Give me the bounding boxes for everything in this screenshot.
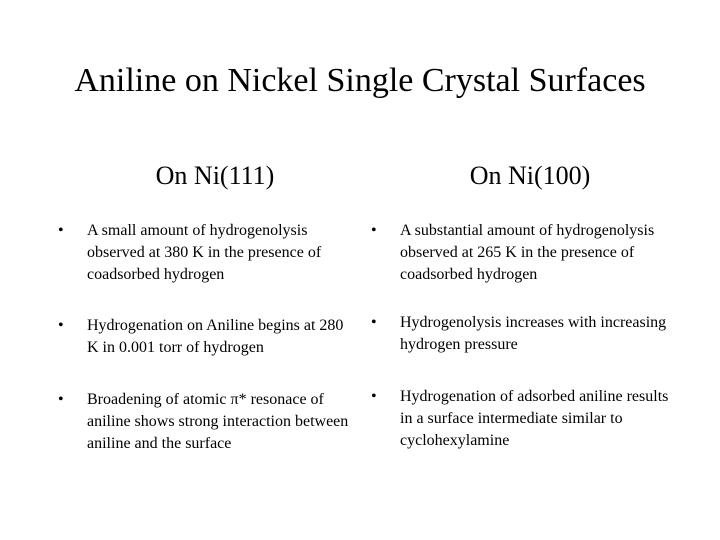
left-bullet-text-2: Hydrogenation on Aniline begins at 280 K in 0.001 torr of hydrogen — [87, 317, 344, 356]
bullet-icon: • — [58, 317, 64, 334]
right-bullet-text-3: Hydrogenation of adsorbed aniline results in a surface intermediate similar to cyclohexylamine — [400, 388, 669, 449]
left-bullet-text-3: Broadening of atomic π* resonace of aniline shows strong interaction between aniline and the surface — [87, 391, 349, 452]
left-bullet-text-1: A small amount of hydrogenolysis observed at 380 K in the presence of coadsorbed hydrogen — [87, 222, 322, 283]
right-column-heading: On Ni(100) — [469, 161, 591, 190]
left-column-heading: On Ni(111) — [155, 161, 275, 190]
bullet-icon: • — [58, 222, 64, 239]
bullet-icon: • — [371, 388, 377, 405]
right-bullet-text-2: Hydrogenolysis increases with increasing hydrogen pressure — [400, 314, 667, 353]
right-bullet-text-1: A substantial amount of hydrogenolysis observed at 265 K in the presence of coadsorbed hydrogen — [400, 222, 655, 283]
slide-title: Aniline on Nickel Single Crystal Surfaces — [74, 62, 646, 99]
bullet-icon: • — [371, 222, 377, 239]
bullet-icon: • — [58, 391, 64, 408]
bullet-icon: • — [371, 314, 377, 331]
